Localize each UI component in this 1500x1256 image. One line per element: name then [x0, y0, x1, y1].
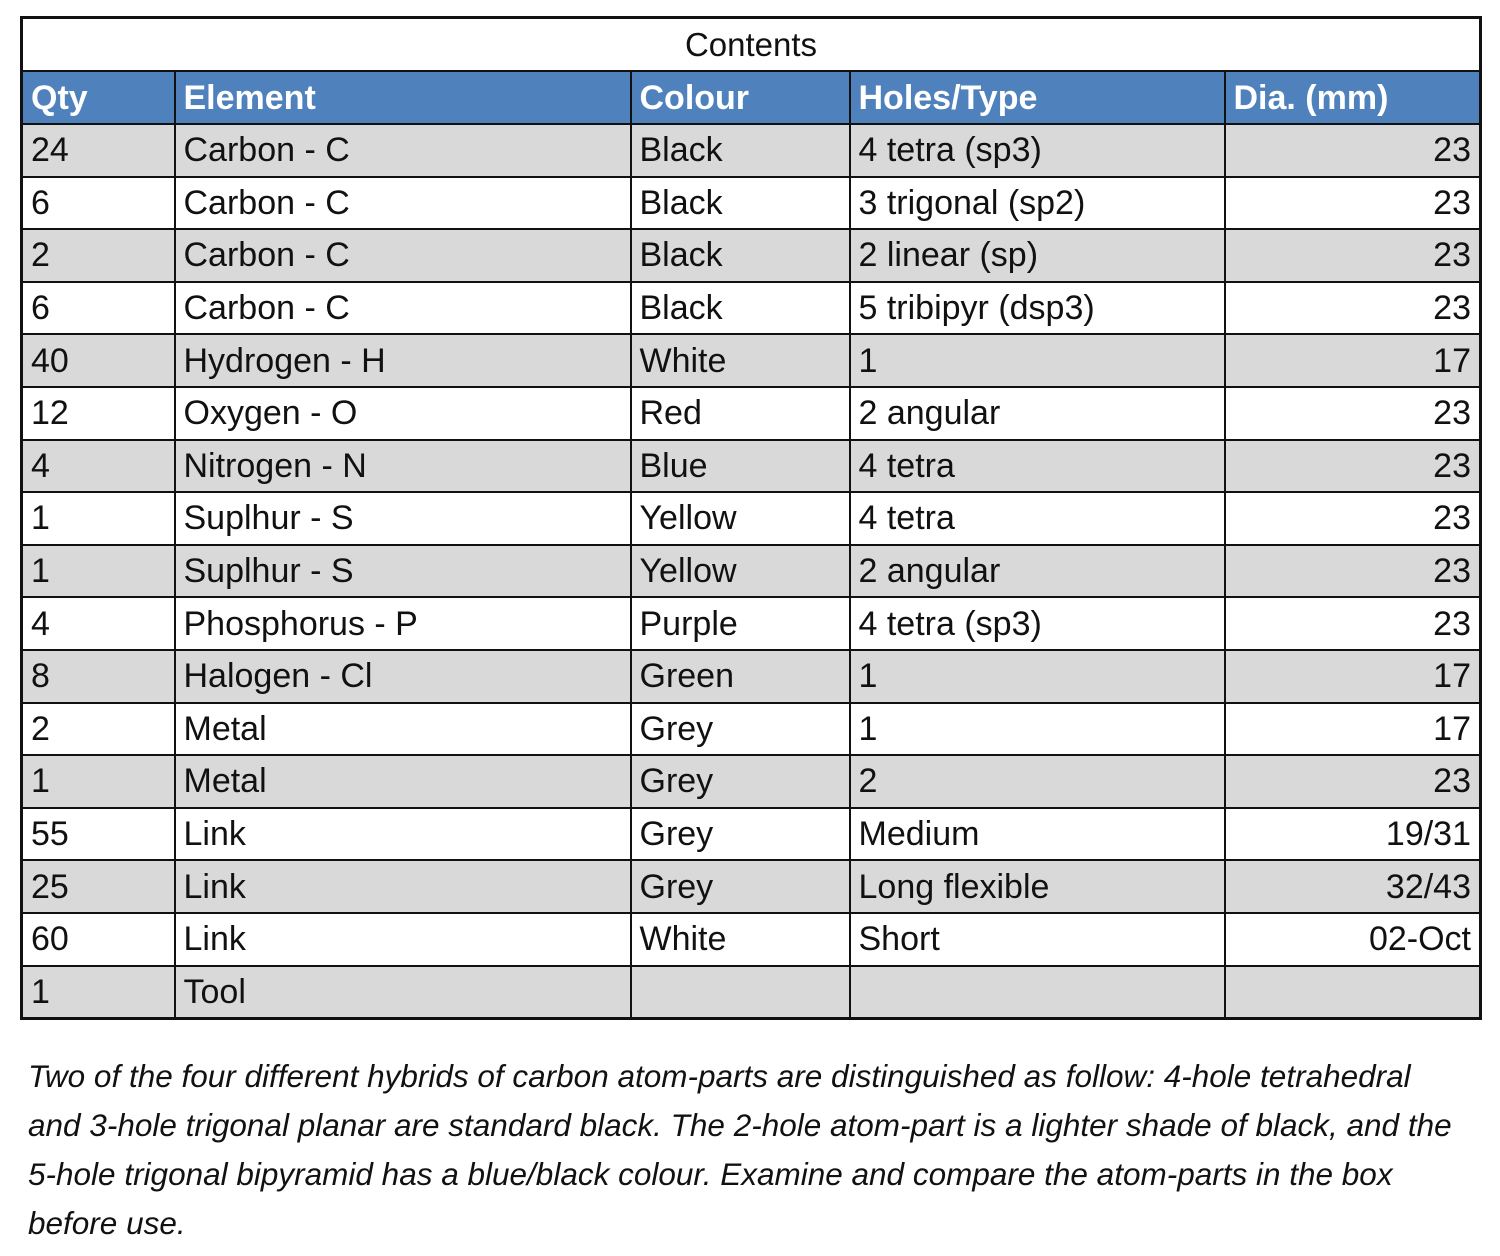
colour-cell: Grey	[631, 808, 850, 861]
colour-cell: Black	[631, 229, 850, 282]
element-cell: Carbon - C	[175, 282, 631, 335]
holes-type-cell: 5 tribipyr (dsp3)	[850, 282, 1225, 335]
qty-cell: 24	[22, 124, 175, 177]
holes-type-cell: 3 trigonal (sp2)	[850, 177, 1225, 230]
element-cell: Phosphorus - P	[175, 597, 631, 650]
element-cell: Suplhur - S	[175, 545, 631, 598]
diameter-cell: 23	[1225, 177, 1481, 230]
colour-cell: Grey	[631, 755, 850, 808]
element-cell: Nitrogen - N	[175, 440, 631, 493]
qty-cell: 2	[22, 229, 175, 282]
holes-type-cell: 1	[850, 334, 1225, 387]
colour-cell: Green	[631, 650, 850, 703]
diameter-cell: 23	[1225, 440, 1481, 493]
diameter-cell: 02-Oct	[1225, 913, 1481, 966]
element-cell: Carbon - C	[175, 124, 631, 177]
table-row	[22, 229, 1481, 282]
table-row	[22, 597, 1481, 650]
qty-cell: 40	[22, 334, 175, 387]
holes-type-cell: 4 tetra (sp3)	[850, 597, 1225, 650]
qty-cell: 1	[22, 545, 175, 598]
table-row	[22, 966, 1481, 1019]
holes-type-cell: Short	[850, 913, 1225, 966]
colour-cell: Grey	[631, 703, 850, 756]
colour-cell: Black	[631, 124, 850, 177]
diameter-cell: 23	[1225, 387, 1481, 440]
table-body	[22, 124, 1481, 1019]
table-row	[22, 545, 1481, 598]
contents-sheet	[20, 16, 1479, 1020]
table-row	[22, 808, 1481, 861]
table-row	[22, 440, 1481, 493]
element-cell: Link	[175, 860, 631, 913]
table-row	[22, 755, 1481, 808]
holes-type-cell: 1	[850, 650, 1225, 703]
header-element: Element	[175, 71, 631, 124]
element-cell: Oxygen - O	[175, 387, 631, 440]
qty-cell: 4	[22, 440, 175, 493]
contents-table	[20, 16, 1482, 1020]
header-diameter: Dia. (mm)	[1225, 71, 1481, 124]
diameter-cell: 23	[1225, 545, 1481, 598]
diameter-cell: 17	[1225, 334, 1481, 387]
colour-cell: White	[631, 913, 850, 966]
table-row	[22, 913, 1481, 966]
qty-cell: 12	[22, 387, 175, 440]
diameter-cell: 23	[1225, 229, 1481, 282]
qty-cell: 60	[22, 913, 175, 966]
table-row	[22, 650, 1481, 703]
diameter-cell: 23	[1225, 755, 1481, 808]
element-cell: Metal	[175, 703, 631, 756]
footnote: Two of the four different hybrids of carbon atom-parts are distinguished as follow: 4-hole tetrahedral and 3-hole trigonal planar are standard black. The 2-hole atom-part is a lighter shade of black, and the 5-hole trigonal bipyramid has a blue/black colour. Examine and compare the atom-parts in the box before use.	[28, 1058, 1452, 1241]
header-qty: Qty	[22, 71, 175, 124]
diameter-cell: 32/43	[1225, 860, 1481, 913]
element-cell: Suplhur - S	[175, 492, 631, 545]
holes-type-cell: 1	[850, 703, 1225, 756]
colour-cell: Grey	[631, 860, 850, 913]
diameter-cell: 23	[1225, 124, 1481, 177]
qty-cell: 1	[22, 755, 175, 808]
holes-type-cell: 2	[850, 755, 1225, 808]
colour-cell: Yellow	[631, 492, 850, 545]
colour-cell: Black	[631, 177, 850, 230]
table-title: Contents	[22, 18, 1481, 72]
qty-cell: 1	[22, 966, 175, 1019]
element-cell: Tool	[175, 966, 631, 1019]
holes-type-cell: Long flexible	[850, 860, 1225, 913]
table-row	[22, 860, 1481, 913]
element-cell: Carbon - C	[175, 177, 631, 230]
diameter-cell: 17	[1225, 650, 1481, 703]
header-holes-type: Holes/Type	[850, 71, 1225, 124]
holes-type-cell: 4 tetra	[850, 440, 1225, 493]
holes-type-cell: Medium	[850, 808, 1225, 861]
holes-type-cell: 4 tetra (sp3)	[850, 124, 1225, 177]
table-title-row	[22, 18, 1481, 72]
qty-cell: 8	[22, 650, 175, 703]
colour-cell: Black	[631, 282, 850, 335]
table-row	[22, 703, 1481, 756]
holes-type-cell	[850, 966, 1225, 1019]
qty-cell: 4	[22, 597, 175, 650]
table-row	[22, 124, 1481, 177]
element-cell: Halogen - Cl	[175, 650, 631, 703]
table-row	[22, 387, 1481, 440]
table-row	[22, 492, 1481, 545]
holes-type-cell: 2 angular	[850, 545, 1225, 598]
holes-type-cell: 2 angular	[850, 387, 1225, 440]
table-header-row	[22, 71, 1481, 124]
colour-cell: White	[631, 334, 850, 387]
colour-cell: Blue	[631, 440, 850, 493]
element-cell: Hydrogen - H	[175, 334, 631, 387]
colour-cell: Red	[631, 387, 850, 440]
element-cell: Metal	[175, 755, 631, 808]
qty-cell: 2	[22, 703, 175, 756]
diameter-cell: 23	[1225, 597, 1481, 650]
element-cell: Link	[175, 913, 631, 966]
qty-cell: 6	[22, 177, 175, 230]
holes-type-cell: 4 tetra	[850, 492, 1225, 545]
element-cell: Carbon - C	[175, 229, 631, 282]
table-row	[22, 177, 1481, 230]
colour-cell: Yellow	[631, 545, 850, 598]
qty-cell: 1	[22, 492, 175, 545]
table-row	[22, 282, 1481, 335]
diameter-cell: 23	[1225, 282, 1481, 335]
table-row	[22, 334, 1481, 387]
qty-cell: 55	[22, 808, 175, 861]
colour-cell	[631, 966, 850, 1019]
element-cell: Link	[175, 808, 631, 861]
diameter-cell: 23	[1225, 492, 1481, 545]
diameter-cell	[1225, 966, 1481, 1019]
holes-type-cell: 2 linear (sp)	[850, 229, 1225, 282]
colour-cell: Purple	[631, 597, 850, 650]
qty-cell: 6	[22, 282, 175, 335]
qty-cell: 25	[22, 860, 175, 913]
diameter-cell: 17	[1225, 703, 1481, 756]
header-colour: Colour	[631, 71, 850, 124]
diameter-cell: 19/31	[1225, 808, 1481, 861]
